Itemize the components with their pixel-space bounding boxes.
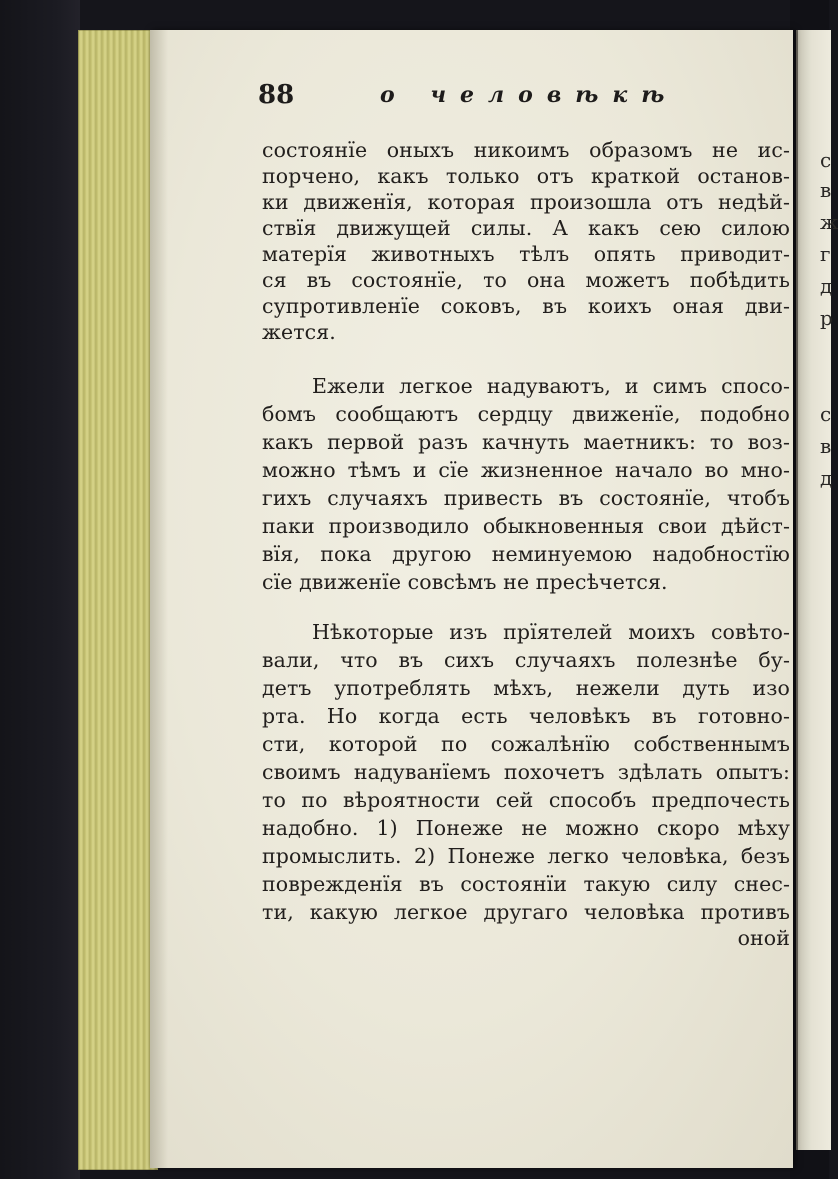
facing-page-edge (796, 30, 838, 1150)
text-line: ки движенїя, которая произошла отъ недѣй- (262, 190, 790, 214)
text-line: ся въ состоянїе, то она можетъ побѣдить (262, 268, 790, 292)
text-line: вїя, пока другою неминуемою надобностїю (262, 542, 790, 566)
bleed-letter: с (820, 402, 832, 426)
bleed-letter: р (820, 306, 833, 330)
text-line: какъ первой разъ качнуть маетникъ: то воз- (262, 430, 790, 454)
text-line: жется. (262, 320, 336, 344)
bleed-letter: ж (820, 210, 838, 234)
text-line: ти, какую легкое другаго человѣка противъ (262, 900, 790, 924)
text-line: Ежели легкое надуваютъ, и симъ спосо- (312, 374, 790, 398)
bleed-letter: с (820, 148, 832, 172)
text-line: состоянїе оныхъ никоимъ образомъ не ис- (262, 138, 790, 162)
page-fold-shadow (150, 30, 168, 1168)
text-line: то по вѣроятности сей способъ предпочесть (262, 788, 790, 812)
bleed-letter: д (820, 274, 833, 298)
bleed-letter: д (820, 466, 833, 490)
text-line: паки производило обыкновенныя свои дѣйст- (262, 514, 790, 538)
bleed-letter: в (820, 178, 832, 202)
text-line: вали, что въ сихъ случаяхъ полезнѣе бу- (262, 648, 790, 672)
text-line: детъ употреблять мѣхъ, нежели дуть изо (262, 676, 790, 700)
background-left (0, 0, 80, 1179)
text-line: сїе движенїе совсѣмъ не пресѣчется. (262, 570, 668, 594)
text-line: рта. Но когда есть человѣкъ въ готовно- (262, 704, 790, 728)
text-line: надобно. 1) Понеже не можно скоро мѣху (262, 816, 790, 840)
bleed-letter: в (820, 434, 832, 458)
text-line: можно тѣмъ и сїе жизненное начало во мно- (262, 458, 790, 482)
bleed-letter: г (820, 242, 831, 266)
text-line: поврежденїя въ состоянїи такую силу снес- (262, 872, 790, 896)
text-line: порчено, какъ только отъ краткой останов- (262, 164, 790, 188)
text-line: гихъ случаяхъ привесть въ состоянїе, чтобъ (262, 486, 790, 510)
page-edges (78, 30, 158, 1170)
text-line: Нѣкоторые изъ прїятелей моихъ совѣто- (312, 620, 790, 644)
text-line: ствїя движущей силы. А какъ сею силою (262, 216, 790, 240)
catchword: оной (737, 926, 790, 950)
running-head: о человѣкѣ (380, 82, 679, 108)
text-line: сти, которой по сожалѣнїю собственнымъ (262, 732, 790, 756)
text-line: бомъ сообщаютъ сердцу движенїе, подобно (262, 402, 790, 426)
text-line: супротивленїе соковъ, въ коихъ оная дви- (262, 294, 790, 318)
page-number: 88 (258, 80, 295, 110)
text-line: матерїя животныхъ тѣлъ опять приводит- (262, 242, 790, 266)
text-line: своимъ надуванїемъ похочетъ здѣлать опытъ: (262, 760, 790, 784)
text-line: промыслить. 2) Понеже легко человѣка, безъ (262, 844, 790, 868)
